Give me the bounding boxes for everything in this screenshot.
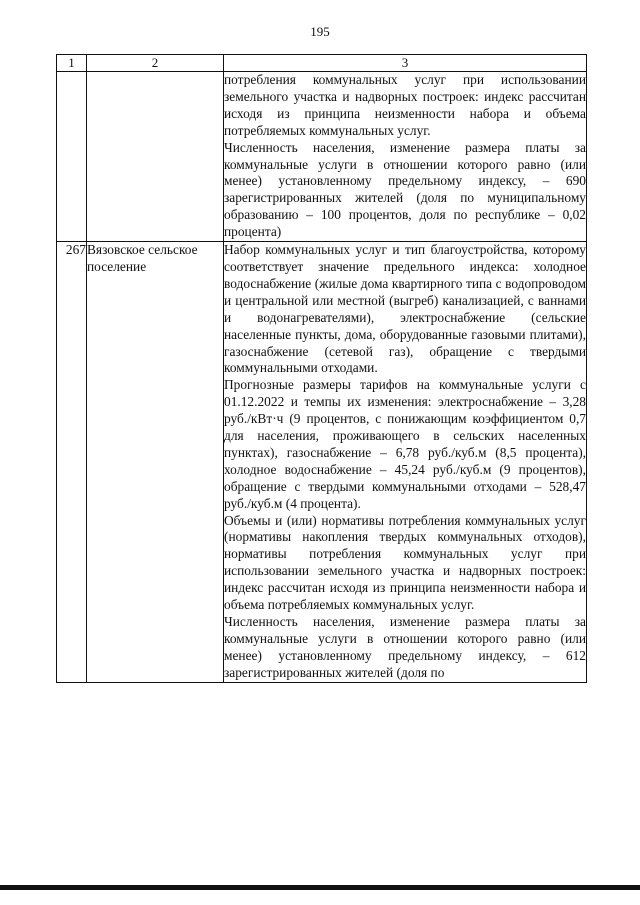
description-paragraph: потребления коммунальных услуг при использовании земельного участка и надворных построек: индекс рассчитан исходя из принципа неизменности набора и объема потребляемых коммунальных услуг. (224, 72, 586, 138)
description-paragraph: Объемы и (или) нормативы потребления коммунальных услуг (нормативы накопления твердых коммунальных отходов), нормативы потребления коммунальных услуг при использовании земельного участка и надворных построек: индекс рассчитан исходя из принципа неизменности набора и объема потребляемых коммунальных услуг. (224, 512, 586, 613)
page-number: 195 (310, 24, 330, 39)
description-paragraph: Набор коммунальных услуг и тип благоустройства, которому соответствует значение предельного индекса: холодное водоснабжение (жилые дома квартирного типа с водопроводом и центральной или местной (выгреб) канализацией, с ваннами и водонагревателями), электроснабжение (сельские населенные пункты, дома, оборудованные газовыми плитами), газоснабжение (сетевой газ), обращение с твердыми коммунальными отходами. (224, 242, 586, 376)
bottom-rule (0, 885, 640, 890)
data-table (56, 54, 587, 683)
table-row (57, 72, 587, 242)
settlement-name (87, 72, 224, 242)
description-paragraph: Прогнозные размеры тарифов на коммунальные услуги с 01.12.2022 и темпы их изменения: электроснабжение – 3,28 руб./кВт·ч (9 процентов, с понижающим коэффициентом 0,7 для населения, проживающего в сельских населенных пунктах), газоснабжение – 6,78 руб./куб.м (8,5 процента), холодное водоснабжение – 45,24 руб./куб.м (9 процентов), обращение с твердыми коммунальными отходами – 528,47 руб./куб.м (4 процента). (224, 377, 586, 511)
header-col-3: 3 (224, 55, 587, 72)
row-description (224, 72, 587, 242)
row-number (57, 72, 87, 242)
row-number: 267 (57, 242, 87, 683)
row-description (224, 242, 587, 683)
description-paragraph: Численность населения, изменение размера платы за коммунальные услуги в отношении которого равно (или менее) установленному предельному индексу, – 690 зарегистрированных жителей (доля по муниципальному образованию – 100 процентов, доля по республике – 0,02 процента) (224, 139, 586, 240)
table-header-row (57, 55, 587, 72)
table-row (57, 242, 587, 683)
settlement-name: Вязовское сельское поселение (87, 242, 224, 683)
description-paragraph: Численность населения, изменение размера платы за коммунальные услуги в отношении которого равно (или менее) установленному предельному индексу, – 612 зарегистрированных жителей (доля по (224, 614, 586, 680)
header-col-2: 2 (87, 55, 224, 72)
header-col-1: 1 (57, 55, 87, 72)
